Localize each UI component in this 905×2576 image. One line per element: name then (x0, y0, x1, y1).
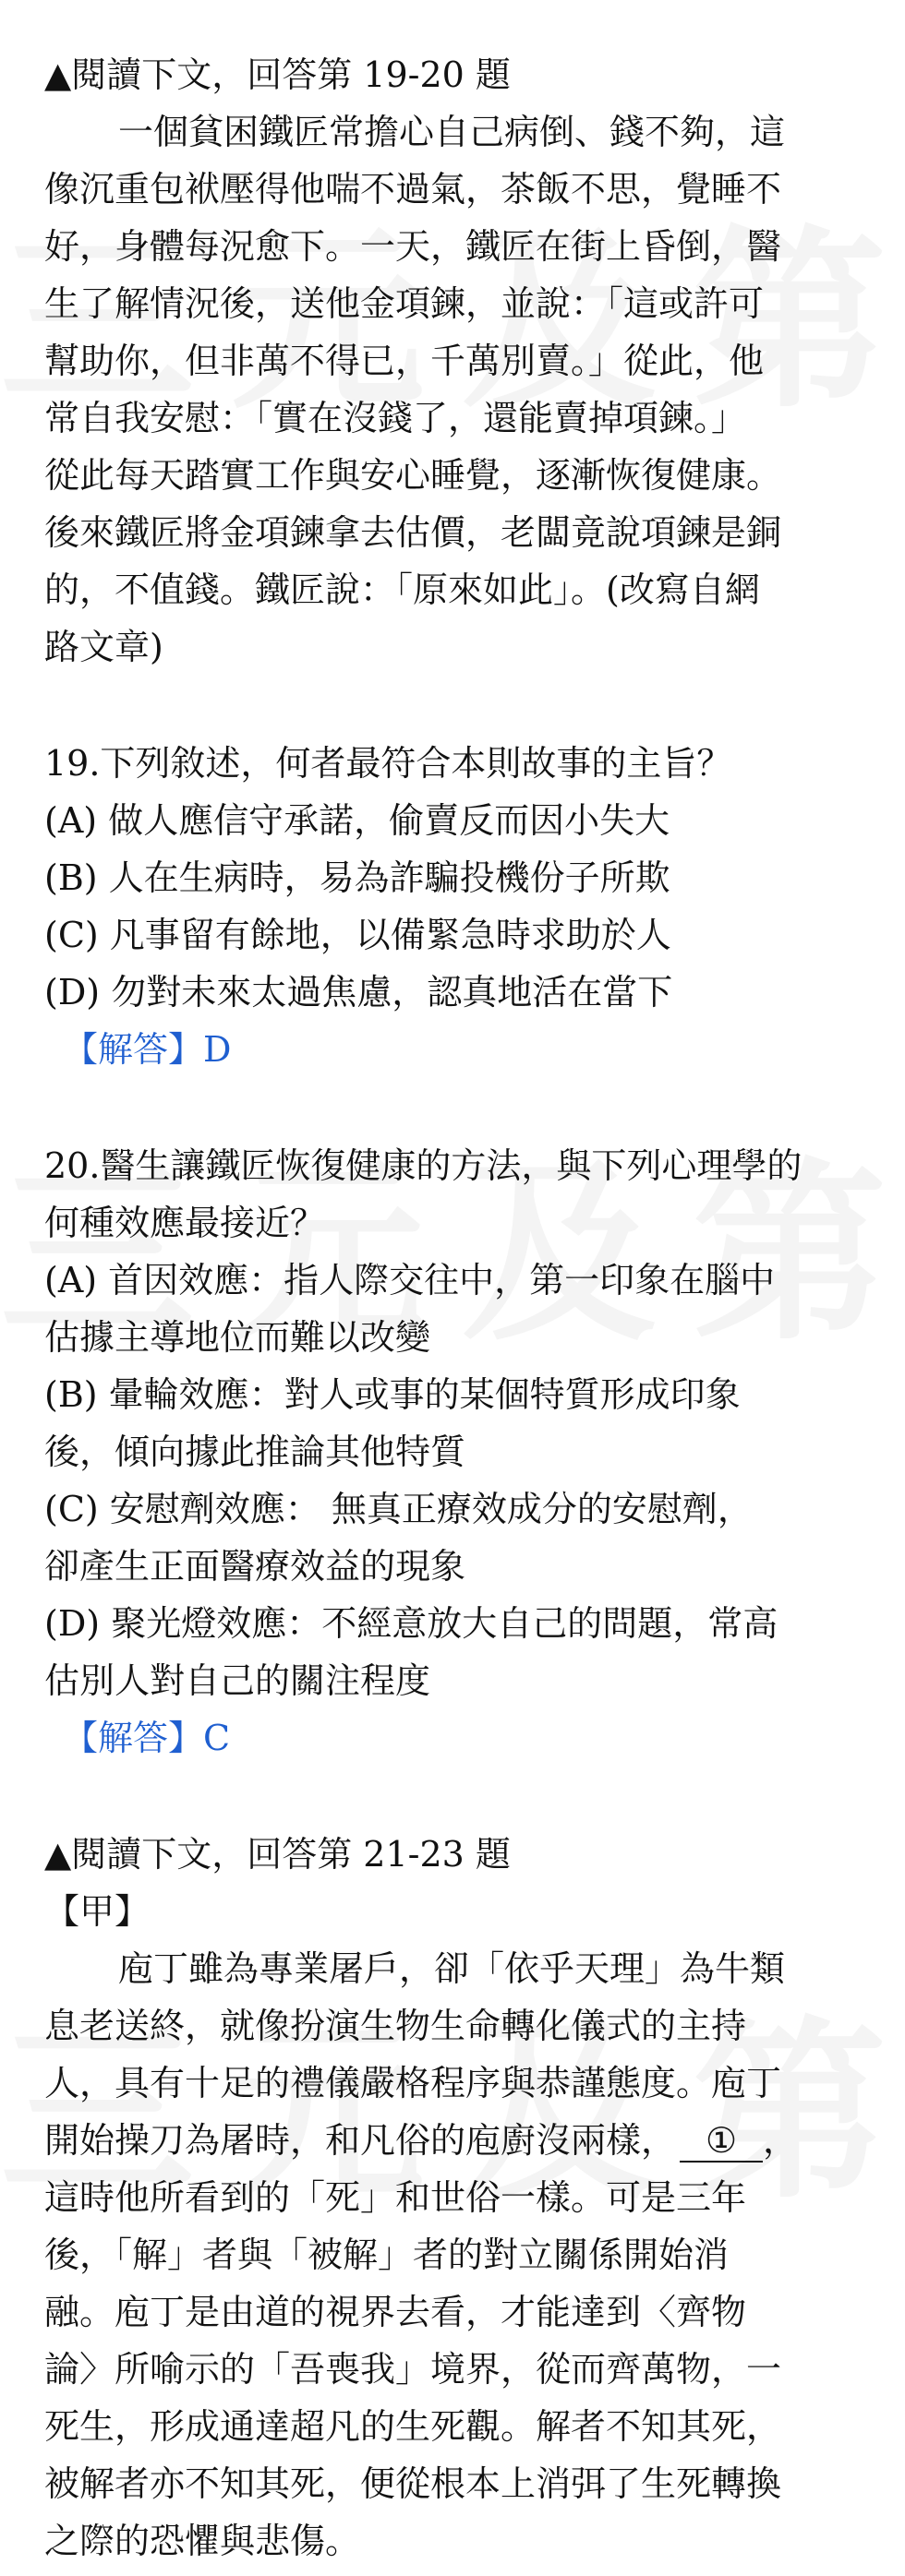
fill-in-blank: ① (680, 2120, 763, 2163)
passage-line: 這時他所看到的「死」和世俗一樣。可是三年 (44, 2177, 747, 2218)
section-heading: ▲閱讀下文，回答第 21-23 題 (44, 1834, 511, 1875)
passage-line: 息老送終，就像扮演生物生命轉化儀式的主持 (44, 2006, 747, 2046)
option-d: (D) 聚光燈效應：不經意放大自己的問題，常高 (44, 1603, 778, 1644)
passage-line-with-blank (44, 2112, 868, 2169)
option-a: (A) 做人應信守承諾，偷賣反而因小失大 (44, 800, 670, 841)
option-a: (A) 首因效應：指人際交往中，第一印象在腦中 (44, 1260, 776, 1300)
option-c-cont: 卻產生正面醫療效益的現象 (44, 1546, 466, 1587)
passage-line: 後來鐵匠將金項鍊拿去估價，老闆竟說項鍊是銅 (44, 512, 782, 553)
passage-subheading: 【甲】 (44, 1891, 151, 1932)
passage-line: 像沉重包袱壓得他喘不過氣，茶飯不思，覺睡不 (44, 169, 782, 210)
passage-line: 常自我安慰：「實在沒錢了，還能賣掉項鍊。」 (44, 398, 747, 438)
passage-line: 之際的恐懼與悲傷。 (44, 2521, 361, 2561)
passage-line: 人，具有十足的禮儀嚴格程序與恭謹態度。庖丁 (44, 2063, 782, 2103)
passage-line: 路文章) (44, 627, 163, 667)
passage-line: 論〉所喻示的「吾喪我」境界，從而齊萬物，一 (44, 2349, 782, 2390)
question-stem: 20.醫生讓鐵匠恢復健康的方法，與下列心理學的 (44, 1145, 802, 1186)
option-b: (B) 暈輪效應：對人或事的某個特質形成印象 (44, 1374, 741, 1415)
option-a-cont: 估據主導地位而難以改變 (44, 1317, 431, 1358)
question-stem: 何種效應最接近？ (44, 1203, 326, 1243)
passage-line: 融。庖丁是由道的視界去看，才能達到〈齊物 (44, 2292, 747, 2332)
option-c: (C) 凡事留有餘地，以備緊急時求助於人 (44, 915, 671, 955)
passage-line: 被解者亦不知其死，便從根本上消弭了生死轉換 (44, 2463, 782, 2504)
section-21-23 (44, 1826, 868, 2570)
answer-label: 【解答】D (63, 1029, 232, 1070)
question-stem: 19.下列敘述，何者最符合本則故事的主旨？ (44, 743, 732, 784)
option-c: (C) 安慰劑效應： 無真正療效成分的安慰劑， (44, 1489, 753, 1529)
answer-label: 【解答】C (63, 1718, 231, 1758)
option-d: (D) 勿對未來太過焦慮，認真地活在當下 (44, 972, 673, 1012)
passage-line: 的，不值錢。鐵匠說：「原來如此」。(改寫自網 (44, 569, 760, 610)
passage-text: ， (763, 2120, 799, 2161)
passage-line: 生了解情況後，送他金項鍊，並說：「這或許可 (44, 283, 765, 324)
question-19 (44, 735, 868, 1078)
passage-line: 死生，形成通達超凡的生死觀。解者不知其死， (44, 2406, 782, 2447)
option-d-cont: 估別人對自己的關注程度 (44, 1660, 431, 1701)
passage-text: 開始操刀為屠時，和凡俗的庖廚沒兩樣， (44, 2120, 677, 2161)
passage-line: 從此每天踏實工作與安心睡覺，逐漸恢復健康。 (44, 455, 782, 496)
question-20 (44, 1137, 868, 1767)
section-19-20 (44, 46, 868, 676)
option-b-cont: 後，傾向據此推論其他特質 (44, 1432, 466, 1472)
passage-line: 後，「解」者與「被解」者的對立關係開始消 (44, 2235, 730, 2275)
passage-line: 一個貧困鐵匠常擔心自己病倒、錢不夠，這 (118, 112, 786, 152)
option-b: (B) 人在生病時，易為詐騙投機份子所欺 (44, 857, 670, 898)
passage-line: 好，身體每況愈下。一天，鐵匠在街上昏倒，醫 (44, 226, 782, 267)
passage-line: 庖丁雖為專業屠戶，卻「依乎天理」為牛類 (118, 1948, 786, 1989)
passage-line: 幫助你，但非萬不得已，千萬別賣。」從此，他 (44, 341, 765, 381)
section-heading: ▲閱讀下文，回答第 19-20 題 (44, 54, 511, 95)
